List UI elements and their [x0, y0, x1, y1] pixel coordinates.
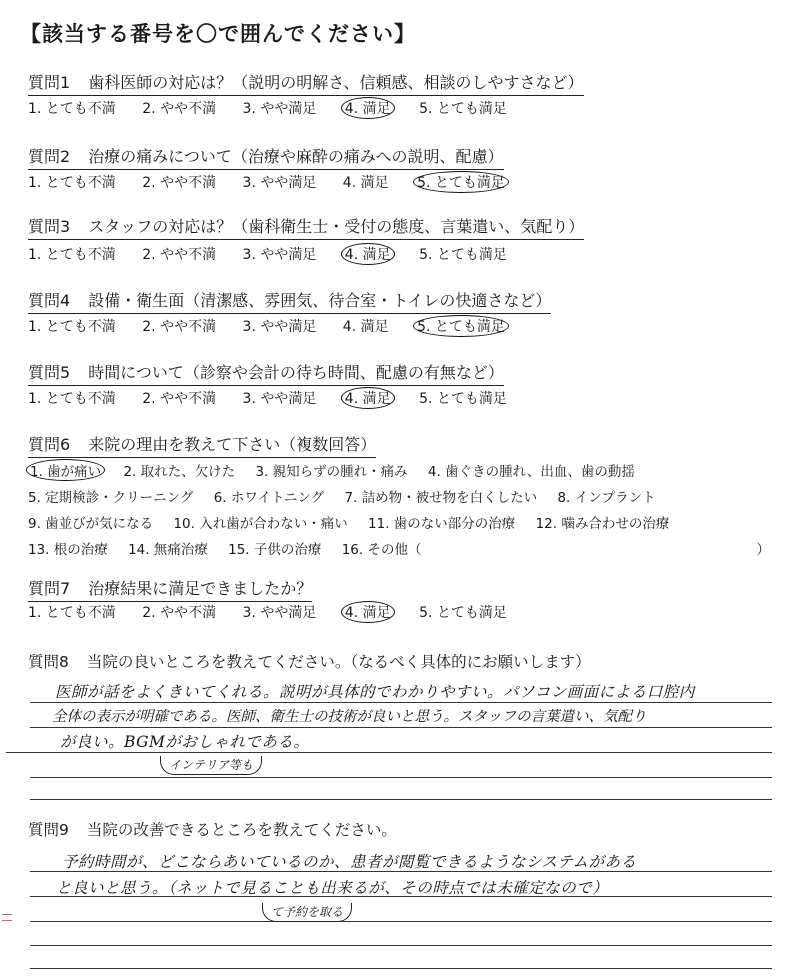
option-selected[interactable] — [415, 173, 507, 191]
question-3-text: スタッフの対応は？（歯科衛生士・受付の態度、言葉遣い、気配り） — [88, 217, 585, 236]
option[interactable]: 11. 歯のない部分の治療 — [368, 516, 516, 532]
option[interactable]: 2. やや不満 — [142, 319, 217, 335]
option[interactable]: 9. 歯並びが気になる — [28, 516, 154, 532]
option[interactable]: 4. 満足 — [342, 319, 389, 335]
question-8-label: 質問8 — [28, 653, 69, 671]
option[interactable]: 3. やや満足 — [242, 247, 317, 263]
question-8-text: 当院の良いところを教えてください。（なるべく具体的にお願いします） — [86, 653, 591, 671]
question-2-label: 質問2 — [28, 147, 71, 166]
question-6-row-4 — [28, 538, 770, 558]
option[interactable]: 5. とても満足 — [419, 605, 507, 621]
question-3-label: 質問3 — [28, 217, 71, 236]
other-close-bracket: ） — [756, 542, 770, 558]
answer-8-line-2: 全体の表示が明確である。医師、衛生士の技術が良いと思う。スタッフの言葉遣い、気配り — [52, 709, 647, 725]
option[interactable]: 12. 噛み合わせの治療 — [535, 516, 670, 532]
question-5-options — [28, 388, 529, 408]
option[interactable]: 5. とても満足 — [419, 391, 507, 407]
question-5-label: 質問5 — [28, 363, 71, 382]
question-2-text: 治療の痛みについて（治療や麻酔の痛みへの説明、配慮） — [88, 147, 504, 166]
option[interactable]: 1. とても不満 — [28, 101, 116, 117]
option[interactable]: 3. やや満足 — [242, 319, 317, 335]
answer-8-line-3: が良い。BGMがおしゃれである。 — [60, 733, 310, 751]
option[interactable]: 1. とても不満 — [28, 391, 116, 407]
option[interactable]: 2. やや不満 — [142, 175, 217, 191]
question-8-title — [28, 650, 591, 672]
option[interactable]: 3. やや満足 — [242, 605, 317, 621]
question-1-text: 歯科医師の対応は？（説明の明解さ、信頼感、相談のしやすさなど） — [88, 73, 584, 92]
question-6-row-1 — [28, 460, 635, 480]
option-selected[interactable] — [415, 317, 507, 335]
option[interactable]: 1. とても不満 — [28, 175, 116, 191]
option[interactable]: 5. とても満足 — [419, 247, 507, 263]
option[interactable]: 1. とても不満 — [28, 605, 116, 621]
option[interactable]: 2. やや不満 — [142, 605, 217, 621]
answer-9-line-1: 予約時間が、どこならあいているのか、患者が閲覧できるようなシステムがある — [62, 853, 637, 871]
answer-9-line-2: と良いと思う。（ネットで見ることも出来るが、その時点では未確定なので） — [56, 879, 609, 897]
option[interactable]: 2. やや不満 — [142, 247, 217, 263]
question-6-row-2 — [28, 486, 656, 506]
question-3-title — [28, 214, 584, 240]
option[interactable]: 2. やや不満 — [142, 391, 217, 407]
question-6-text: 来院の理由を教えて下さい（複数回答） — [88, 435, 377, 454]
answer-line — [30, 702, 772, 703]
selected-circle: 5. とても満足 — [413, 315, 509, 337]
answer-line — [6, 752, 772, 753]
option-selected[interactable] — [343, 245, 393, 263]
margin-mark — [2, 920, 12, 921]
question-2-title — [28, 144, 504, 170]
option[interactable]: 10. 入れ歯が合わない・痛い — [173, 516, 348, 532]
answer-line — [30, 727, 772, 728]
page-title: 【該当する番号を〇で囲んでください】 — [20, 22, 416, 46]
option[interactable]: 3. やや満足 — [242, 101, 317, 117]
option-selected[interactable] — [343, 389, 393, 407]
question-9-text: 当院の改善できるところを教えてください。 — [86, 821, 397, 839]
option[interactable]: 8. インプラント — [557, 490, 656, 506]
option[interactable]: 3. 親知らずの腫れ・痛み — [255, 464, 408, 480]
question-6-label: 質問6 — [28, 435, 71, 454]
option[interactable]: 2. 取れた、欠けた — [123, 464, 236, 480]
option[interactable]: 5. 定期検診・クリーニング — [28, 490, 194, 506]
selected-circle: 5. とても満足 — [413, 171, 509, 193]
option[interactable]: 1. とても不満 — [28, 247, 116, 263]
option-selected[interactable] — [343, 603, 393, 621]
option[interactable]: 3. やや満足 — [242, 391, 317, 407]
answer-line — [30, 968, 772, 969]
question-6-row-3 — [28, 512, 669, 532]
option[interactable]: 3. やや満足 — [242, 175, 317, 191]
question-6-title — [28, 432, 376, 458]
option[interactable]: 1. とても不満 — [28, 319, 116, 335]
option[interactable]: 2. やや不満 — [142, 101, 217, 117]
question-4-label: 質問4 — [28, 291, 71, 310]
question-9-label: 質問9 — [28, 821, 69, 839]
question-4-text: 設備・衛生面（清潔感、雰囲気、待合室・トイレの快適さなど） — [88, 291, 552, 310]
option-selected[interactable] — [28, 461, 103, 480]
question-2-options — [28, 172, 529, 192]
answer-8-insertion-note: インテリア等も — [160, 756, 262, 775]
answer-line — [30, 945, 772, 946]
answer-line — [30, 921, 772, 922]
margin-mark — [2, 914, 12, 915]
question-4-title — [28, 288, 551, 314]
answer-line — [30, 777, 772, 778]
question-1-options — [28, 98, 529, 118]
question-9-title — [28, 818, 397, 840]
selected-circle: 1. 歯が痛い — [26, 459, 105, 481]
question-3-options — [28, 244, 529, 264]
option[interactable]: 6. ホワイトニング — [213, 490, 325, 506]
question-7-label: 質問7 — [28, 579, 71, 598]
option[interactable]: 7. 詰め物・被せ物を白くしたい — [344, 490, 538, 506]
option-selected[interactable] — [343, 99, 393, 117]
option[interactable]: 14. 無痛治療 — [128, 542, 208, 558]
question-4-options — [28, 316, 529, 336]
question-5-title — [28, 360, 504, 386]
answer-line — [30, 799, 772, 800]
option[interactable]: 15. 子供の治療 — [228, 542, 322, 558]
question-1-label: 質問1 — [28, 73, 71, 92]
answer-9-insertion-note: て予約を取る — [262, 903, 352, 922]
question-5-text: 時間について（診察や会計の待ち時間、配慮の有無など） — [88, 363, 504, 382]
selected-circle: 4. 満足 — [341, 243, 395, 265]
selected-circle: 4. 満足 — [341, 601, 395, 623]
question-7-title — [28, 576, 312, 602]
selected-circle: 4. 満足 — [341, 387, 395, 409]
option[interactable]: 16. その他（ — [341, 542, 422, 558]
question-7-text: 治療結果に満足できましたか？ — [88, 579, 313, 598]
option[interactable]: 4. 満足 — [342, 175, 389, 191]
answer-8-line-1: 医師が話をよくきいてくれる。説明が具体的でわかりやすい。パソコン画面による口腔内 — [55, 683, 695, 701]
option[interactable]: 5. とても満足 — [419, 101, 507, 117]
option[interactable]: 4. 歯ぐきの腫れ、出血、歯の動揺 — [427, 464, 635, 480]
question-7-options — [28, 602, 529, 622]
selected-circle: 4. 満足 — [341, 97, 395, 119]
option[interactable]: 13. 根の治療 — [28, 542, 108, 558]
question-1-title — [28, 70, 584, 96]
